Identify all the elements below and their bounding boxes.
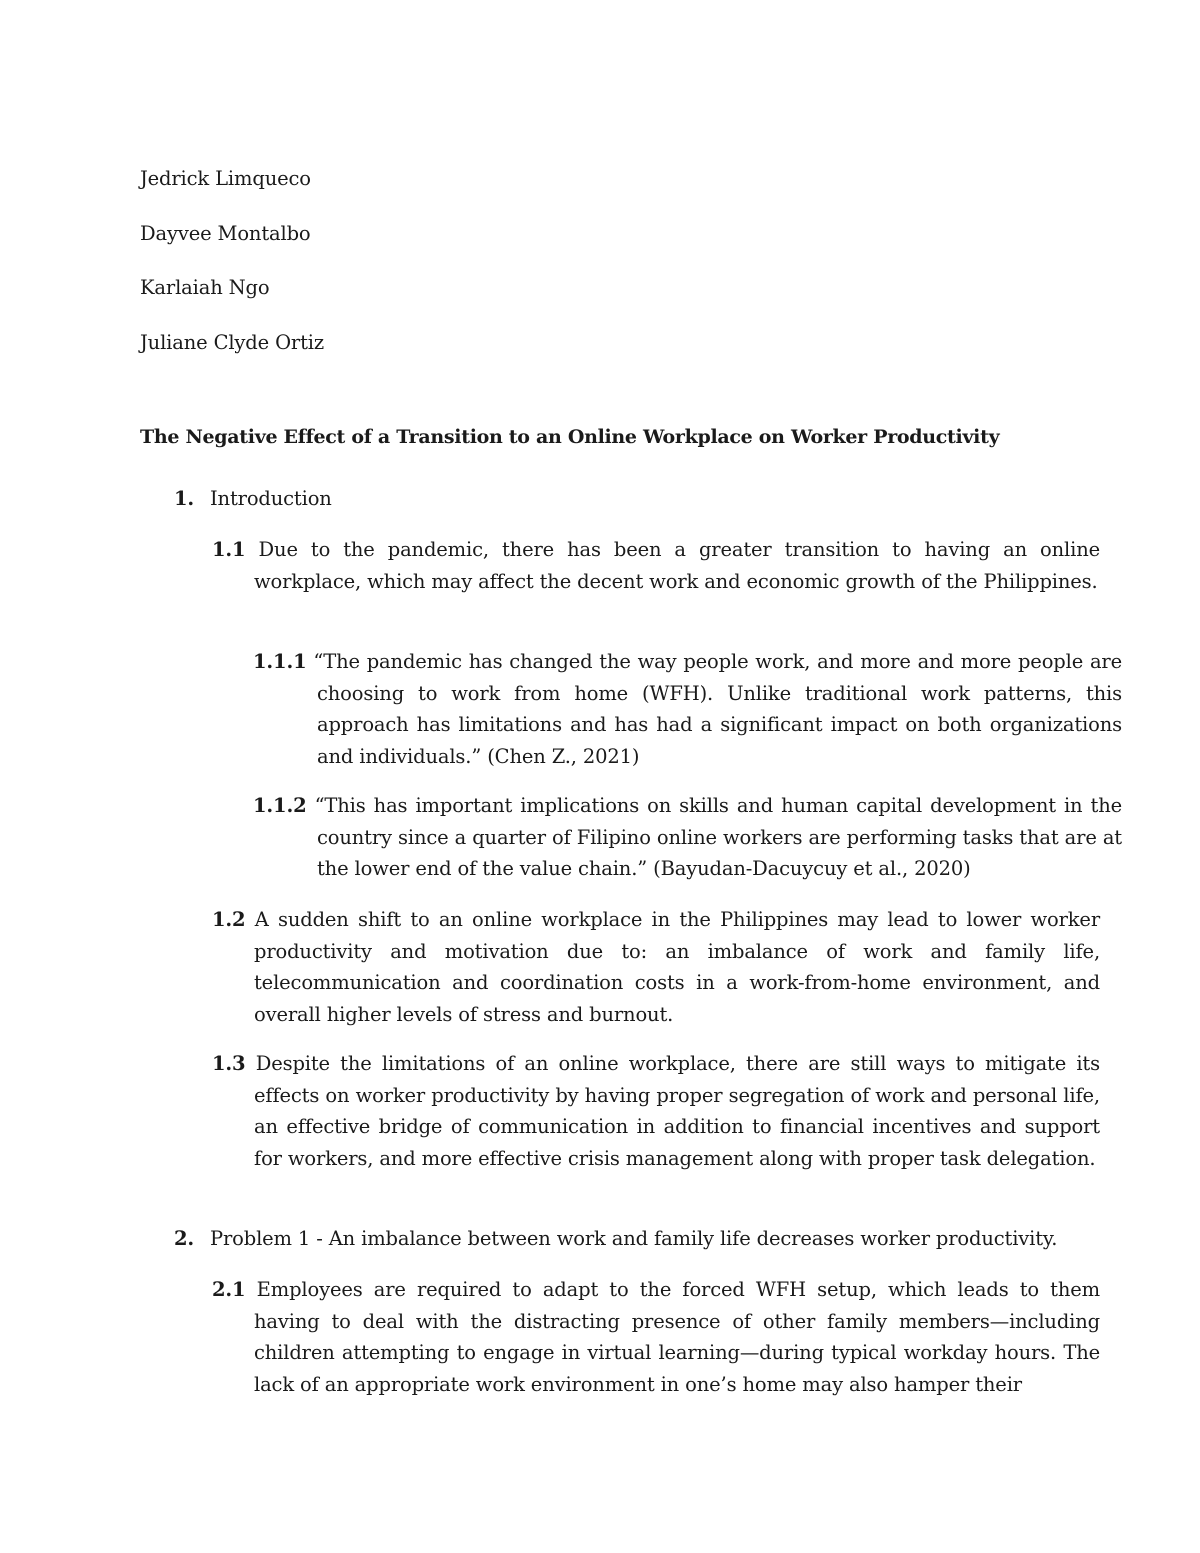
subsection-number: 1.2 [212,908,246,931]
subsection-number: 1.1.1 [253,650,307,673]
author-name: Dayvee Montalbo [140,222,311,245]
subsection-1-1-1 [253,646,1122,772]
subsection-1-3 [212,1048,1100,1174]
subsection-text: Employees are required to adapt to the forced WFH setup, which leads to them having to deal with the distracting presence of other family members—including children attempting to engage in virtual learning—during typical workday hours. The lack of an appropriate work environment in one’s home may also hamper their [254,1278,1100,1396]
author-name: Jedrick Limqueco [140,167,311,190]
subsection-1-2 [212,904,1100,1030]
subsection-text: Despite the limitations of an online workplace, there are still ways to mitigate its effects on worker productivity by having proper segregation of work and personal life, an effective bridge of communication in addition to financial incentives and support for workers, and more effective crisis management along with proper task delegation. [254,1052,1100,1170]
subsection-1-1 [212,534,1100,597]
section-heading-text: Introduction [210,487,332,510]
section-2-heading [174,1224,1057,1254]
section-1-heading [174,484,332,514]
subsection-number: 1.1 [212,538,246,561]
subsection-text: A sudden shift to an online workplace in the Philippines may lead to lower worker productivity and motivation due to: an imbalance of work and family life, telecommunication and coordination costs in a work-from-home environment, and overall higher levels of stress and burnout. [254,908,1100,1026]
author-name: Juliane Clyde Ortiz [140,331,324,354]
subsection-1-1-2 [253,790,1122,885]
section-number: 1. [174,487,195,510]
section-heading-text: Problem 1 - An imbalance between work and family life decreases worker productivity. [210,1227,1058,1250]
author-name: Karlaiah Ngo [140,276,270,299]
subsection-number: 2.1 [212,1278,246,1301]
document-title: The Negative Effect of a Transition to an Online Workplace on Worker Productivity [140,426,1000,448]
subsection-text: “This has important implications on skills and human capital development in the country since a quarter of Filipino online workers are performing tasks that are at the lower end of the value chain.” (Bayudan-Dacuycuy et al., 2020) [314,794,1122,880]
section-number: 2. [174,1227,195,1250]
subsection-number: 1.1.2 [253,794,307,817]
subsection-number: 1.3 [212,1052,246,1075]
subsection-text: Due to the pandemic, there has been a greater transition to having an online workplace, which may affect the decent work and economic growth of the Philippines. [254,538,1100,593]
subsection-text: “The pandemic has changed the way people work, and more and more people are choosing to work from home (WFH). Unlike traditional work patterns, this approach has limitations and has had a significant impact on both organizations and individuals.” (Chen Z., 2021) [313,650,1122,768]
subsection-2-1 [212,1274,1100,1400]
